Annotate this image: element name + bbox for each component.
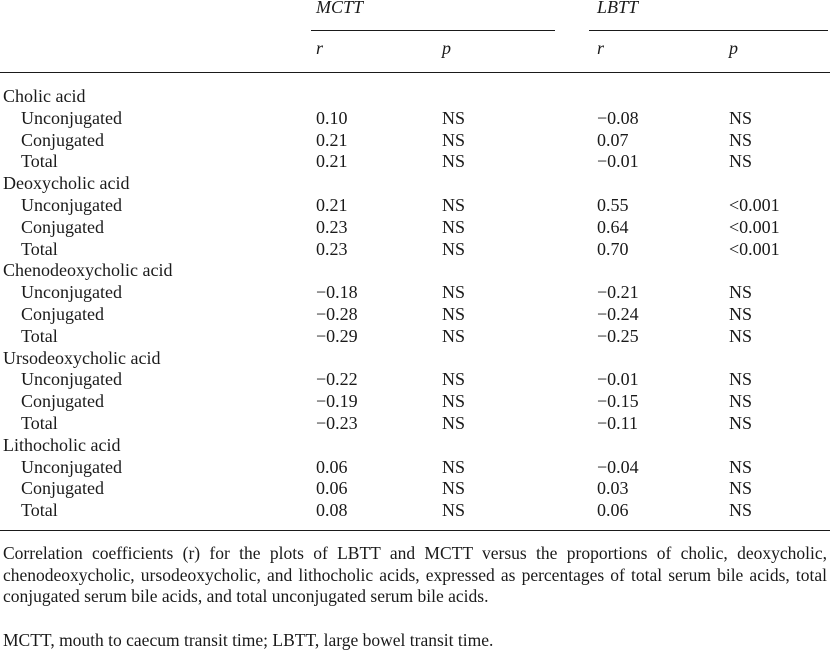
cell-lbtt-r: 0.03 bbox=[597, 478, 629, 499]
cell-mctt-r: 0.06 bbox=[316, 478, 348, 499]
row-label: Conjugated bbox=[21, 478, 104, 499]
row-label: Unconjugated bbox=[21, 282, 122, 303]
row-label: Conjugated bbox=[21, 304, 104, 324]
cell-mctt-r: −0.22 bbox=[316, 369, 358, 390]
row-label: Total bbox=[21, 238, 58, 259]
row-label: Unconjugated bbox=[21, 369, 122, 390]
row-label: Conjugated bbox=[21, 216, 104, 237]
cell-mctt-r: 0.21 bbox=[316, 151, 348, 172]
cell-lbtt-r: −0.15 bbox=[597, 391, 639, 412]
header-lbtt: LBTT bbox=[597, 0, 639, 17]
row-label: Conjugated bbox=[21, 129, 104, 150]
header-mctt-r: r bbox=[316, 38, 324, 58]
rule-table-bottom bbox=[0, 530, 830, 531]
cell-mctt-p: NS bbox=[442, 195, 466, 215]
cell-lbtt-r: −0.24 bbox=[597, 304, 639, 324]
cell-lbtt-r: −0.08 bbox=[597, 107, 639, 128]
cell-mctt-r: 0.06 bbox=[316, 456, 348, 477]
row-label: Total bbox=[21, 500, 58, 521]
cell-mctt-p: NS bbox=[442, 151, 466, 172]
row-label: Unconjugated bbox=[21, 195, 122, 215]
group-heading: Deoxycholic acid bbox=[3, 173, 130, 194]
group-heading: Cholic acid bbox=[3, 86, 86, 106]
cell-lbtt-p: NS bbox=[729, 500, 753, 521]
cell-lbtt-p: NS bbox=[729, 413, 753, 433]
cell-mctt-r: 0.23 bbox=[316, 238, 348, 259]
row-label: Total bbox=[21, 413, 58, 433]
cell-mctt-p: NS bbox=[442, 216, 466, 237]
cell-lbtt-p: <0.001 bbox=[729, 195, 780, 215]
header-mctt-p: p bbox=[442, 38, 451, 58]
row-label: Total bbox=[21, 325, 58, 346]
cell-lbtt-p: NS bbox=[729, 478, 753, 499]
cell-mctt-r: 0.08 bbox=[316, 500, 348, 521]
cell-lbtt-p: NS bbox=[729, 107, 753, 128]
cell-mctt-p: NS bbox=[442, 413, 466, 433]
cell-lbtt-r: −0.04 bbox=[597, 456, 639, 477]
cell-lbtt-r: 0.70 bbox=[597, 238, 629, 259]
cell-mctt-r: 0.10 bbox=[316, 107, 348, 128]
cell-lbtt-r: 0.64 bbox=[597, 216, 629, 237]
cell-lbtt-p: NS bbox=[729, 369, 753, 390]
cell-lbtt-p: NS bbox=[729, 282, 753, 303]
group-heading: Ursodeoxycholic acid bbox=[3, 347, 161, 368]
cell-mctt-r: 0.21 bbox=[316, 129, 348, 150]
row-label: Unconjugated bbox=[21, 107, 122, 128]
cell-mctt-p: NS bbox=[442, 500, 466, 521]
cell-mctt-r: −0.19 bbox=[316, 391, 358, 412]
cell-mctt-r: −0.18 bbox=[316, 282, 358, 303]
header-mctt: MCTT bbox=[316, 0, 364, 17]
cell-mctt-r: −0.29 bbox=[316, 325, 358, 346]
cell-lbtt-r: 0.07 bbox=[597, 129, 629, 150]
cell-mctt-p: NS bbox=[442, 478, 466, 499]
cell-mctt-p: NS bbox=[442, 369, 466, 390]
rule-header-bottom bbox=[0, 72, 830, 73]
cell-lbtt-p: <0.001 bbox=[729, 216, 780, 237]
group-heading: Lithocholic acid bbox=[3, 434, 121, 455]
cell-lbtt-p: NS bbox=[729, 304, 753, 324]
footnote-correlation: Correlation coefficients (r) for the plots of LBTT and MCTT versus the proportions of cholic, deoxycholic, chenodeoxycholic, ursodeoxycholic, and lithocholic acids, expressed as percentages of total serum bile acids, total conjugated serum bile acids, and total unconjugated serum bile acids. bbox=[3, 543, 827, 606]
header-lbtt-r: r bbox=[597, 38, 605, 58]
cell-mctt-p: NS bbox=[442, 107, 466, 128]
cell-mctt-p: NS bbox=[442, 282, 466, 303]
group-heading: Chenodeoxycholic acid bbox=[3, 260, 173, 281]
cell-lbtt-r: −0.01 bbox=[597, 151, 639, 172]
cell-mctt-r: 0.23 bbox=[316, 216, 348, 237]
cell-lbtt-p: NS bbox=[729, 151, 753, 172]
rule-under-lbtt bbox=[589, 30, 828, 31]
cell-lbtt-p: NS bbox=[729, 129, 753, 150]
cell-mctt-p: NS bbox=[442, 129, 466, 150]
cell-mctt-p: NS bbox=[442, 238, 466, 259]
cell-lbtt-r: 0.06 bbox=[597, 500, 629, 521]
cell-lbtt-r: −0.25 bbox=[597, 325, 639, 346]
cell-lbtt-r: 0.55 bbox=[597, 195, 629, 215]
row-label: Unconjugated bbox=[21, 456, 122, 477]
cell-lbtt-p: NS bbox=[729, 325, 753, 346]
header-lbtt-p: p bbox=[729, 38, 738, 58]
cell-lbtt-r: −0.01 bbox=[597, 369, 639, 390]
cell-mctt-r: −0.23 bbox=[316, 413, 358, 433]
rule-under-mctt bbox=[311, 30, 555, 31]
cell-mctt-p: NS bbox=[442, 304, 466, 324]
cell-mctt-p: NS bbox=[442, 456, 466, 477]
cell-mctt-r: −0.28 bbox=[316, 304, 358, 324]
cell-lbtt-p: <0.001 bbox=[729, 238, 780, 259]
row-label: Conjugated bbox=[21, 391, 104, 412]
cell-lbtt-r: −0.11 bbox=[597, 413, 638, 433]
cell-mctt-r: 0.21 bbox=[316, 195, 348, 215]
cell-lbtt-p: NS bbox=[729, 456, 753, 477]
cell-mctt-p: NS bbox=[442, 325, 466, 346]
cell-lbtt-p: NS bbox=[729, 391, 753, 412]
row-label: Total bbox=[21, 151, 58, 172]
footnote-abbreviations: MCTT, mouth to caecum transit time; LBTT, large bowel transit time. bbox=[3, 630, 494, 650]
cell-lbtt-r: −0.21 bbox=[597, 282, 639, 303]
cell-mctt-p: NS bbox=[442, 391, 466, 412]
